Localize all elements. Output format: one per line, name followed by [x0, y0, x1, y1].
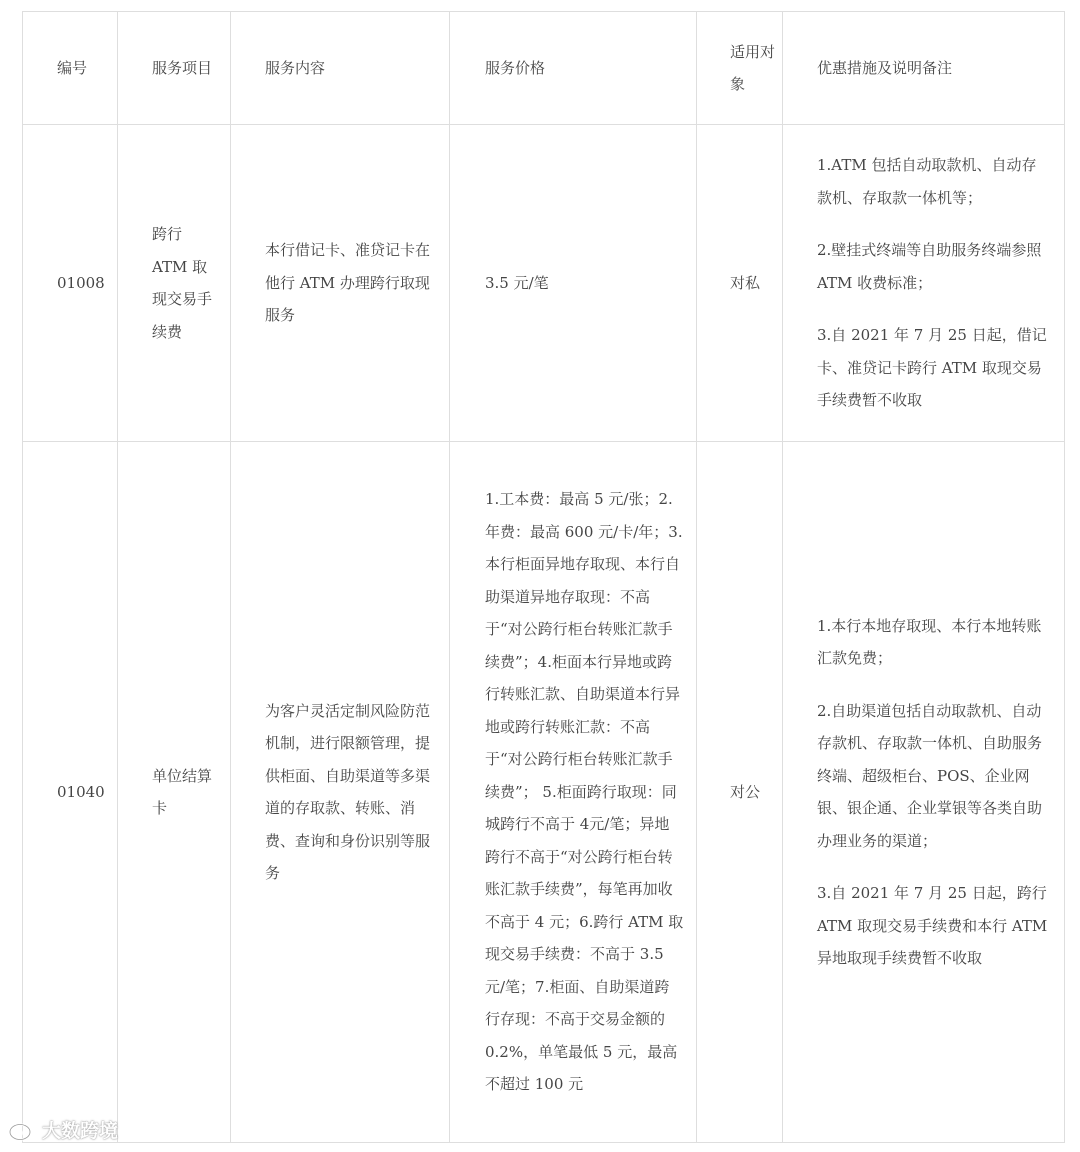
cell-content [231, 125, 450, 442]
header-target: 适用对象 [730, 43, 776, 93]
row-no: 01040 [57, 782, 105, 801]
cell-note [783, 442, 1065, 1143]
row-content: 为客户灵活定制风险防范机制，进行限额管理，提供柜面、自助渠道等多渠道的存取款、转账、消费、查询和身份识别等服务 [265, 701, 431, 882]
note-paragraph: 1.ATM 包括自动取款机、自动存款机、存取款一体机等； [817, 156, 1037, 207]
row-notes [783, 149, 1064, 417]
weibo-logo-icon [8, 1118, 38, 1142]
note-paragraph: 2.自助渠道包括自动取款机、自动存款机、存取款一体机、自助服务终端、超级柜台、POS、企业网银、银企通、企业掌银等各类自助办理业务的渠道； [817, 701, 1043, 850]
row-notes [783, 610, 1064, 975]
watermark [8, 1116, 118, 1143]
cell-price [450, 442, 697, 1143]
table-row [23, 442, 1065, 1143]
header-price: 服务价格 [485, 59, 546, 77]
table-header-row [23, 12, 1065, 125]
cell-target [697, 125, 783, 442]
header-cell-no [23, 12, 118, 125]
note-paragraph: 3.自 2021 年 7 月 25 日起，借记卡、准贷记卡跨行 ATM 取现交易手续费暂不收取 [817, 326, 1047, 410]
cell-target [697, 442, 783, 1143]
cell-no [23, 442, 118, 1143]
table-row [23, 125, 1065, 442]
header-content: 服务内容 [265, 59, 326, 77]
fee-table [22, 11, 1065, 1143]
row-no: 01008 [57, 273, 105, 292]
cell-content [231, 442, 450, 1143]
header-no: 编号 [57, 59, 88, 77]
note-paragraph: 1.本行本地存取现、本行本地转账汇款免费； [817, 616, 1042, 667]
watermark-text: 大数跨境 [42, 1120, 119, 1142]
cell-price [450, 125, 697, 442]
cell-no [23, 125, 118, 442]
cell-note [783, 125, 1065, 442]
row-target: 对私 [730, 273, 761, 292]
row-item: 单位结算卡 [152, 766, 213, 817]
row-price: 1.工本费：最高 5 元/张；2.年费：最高 600 元/卡/年；3.本行柜面异地存取现、本行自助渠道异地存取现：不高于“对公跨行柜台转账汇款手续费”；4.柜面本行异地或跨行转账汇款、自助渠道本行异地或跨行转账汇款：不高于“对公跨行柜台转账汇款手续费”； 5.柜面跨行取现：同城跨行不高于 4元/笔；异地跨行不高于“对公跨行柜台转账汇款手续费”，每笔再加收不高于 4 元；6.跨行 ATM 取现交易手续费：不高于 3.5 元/笔；7.柜面、自助渠道跨行存现：不高于交易金额的 0.2%，单笔最低 5 元，最高不超过 100 元 [485, 490, 684, 1094]
header-cell-item [118, 12, 231, 125]
header-cell-target [697, 12, 783, 125]
row-content: 本行借记卡、准贷记卡在他行 ATM 办理跨行取现服务 [265, 241, 431, 325]
header-cell-price [450, 12, 697, 125]
row-target: 对公 [730, 782, 761, 801]
note-paragraph: 2.壁挂式终端等自助服务终端参照 ATM 收费标准； [817, 241, 1042, 292]
row-price: 3.5 元/笔 [485, 273, 549, 292]
header-cell-note [783, 12, 1065, 125]
cell-item [118, 442, 231, 1143]
header-cell-content [231, 12, 450, 125]
note-paragraph: 3.自 2021 年 7 月 25 日起，跨行ATM 取现交易手续费和本行 ATM 异地取现手续费暂不收取 [817, 884, 1048, 967]
row-item: 跨行 ATM 取现交易手续费 [152, 225, 213, 341]
cell-item [118, 125, 231, 442]
header-note: 优惠措施及说明备注 [817, 59, 953, 77]
header-item: 服务项目 [152, 59, 213, 77]
